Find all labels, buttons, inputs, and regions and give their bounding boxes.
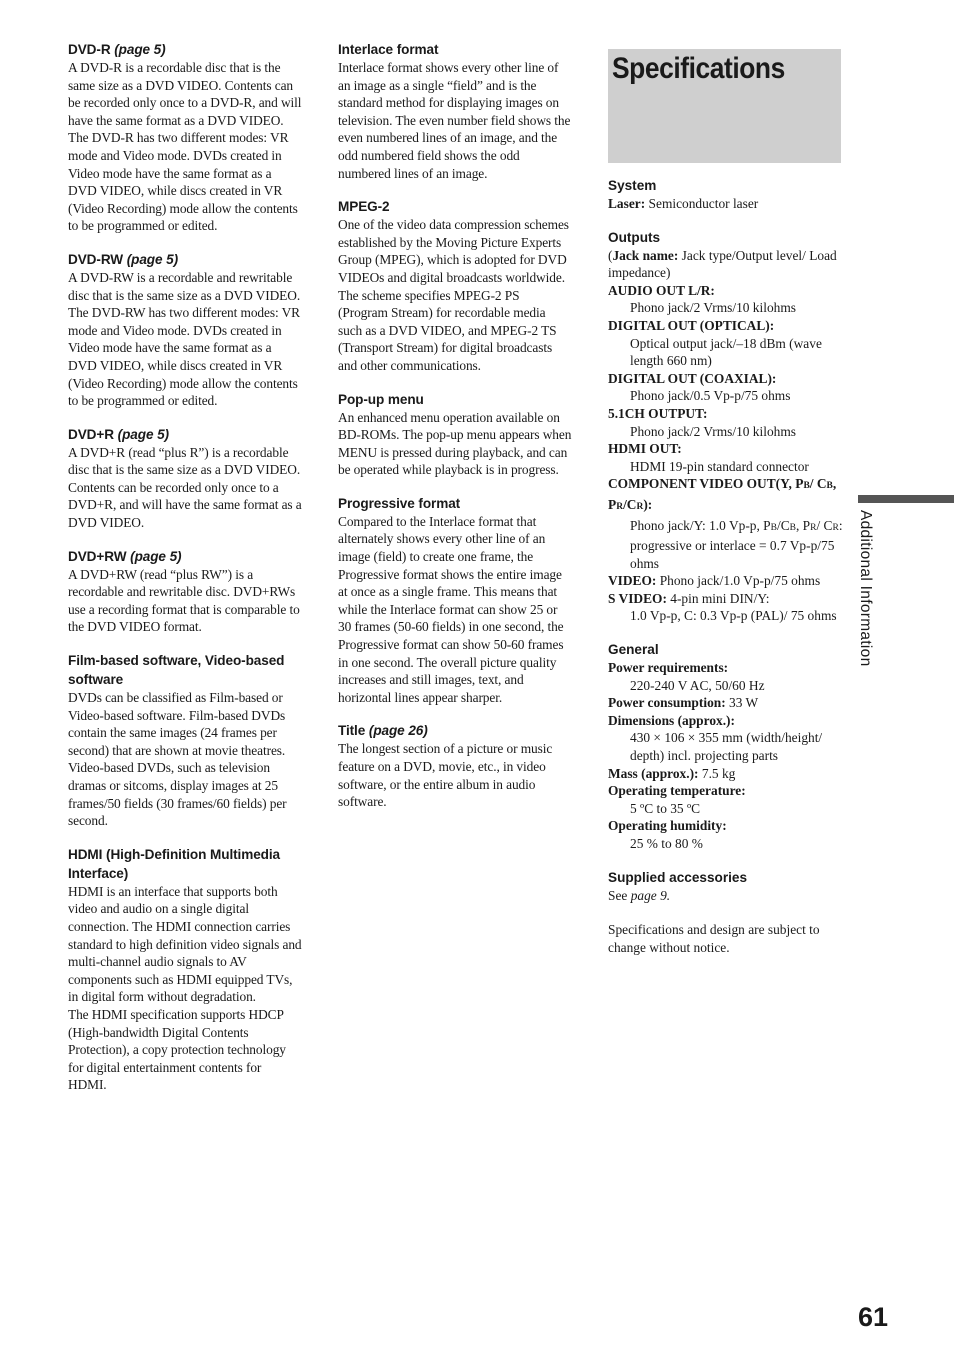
audio-out-spec xyxy=(608,282,844,317)
general-section xyxy=(608,640,844,853)
system-section xyxy=(608,176,844,213)
outputs-heading: Outputs xyxy=(608,229,661,245)
digital-optical-value: Optical output jack/–18 dBm (wave length 660 nm) xyxy=(630,335,822,369)
glossary-term-text: Film-based software, Video-based software xyxy=(68,653,285,688)
page-title: Specifications xyxy=(612,52,785,85)
glossary-entry xyxy=(68,250,302,410)
specifications-notice: Specifications and design are subject to change without notice. xyxy=(608,922,820,955)
digital-optical-label: DIGITAL OUT (OPTICAL): xyxy=(608,317,775,333)
digital-optical-spec xyxy=(608,317,844,370)
cv-value-g: / C xyxy=(816,517,833,533)
cv-label-a: COMPONENT VIDEO OUT(Y, P xyxy=(608,476,804,492)
glossary-page-link[interactable]: (page 5) xyxy=(117,426,169,442)
cv-value-b: B xyxy=(770,522,777,533)
legend-jack-name: Jack name: xyxy=(612,247,679,263)
video-value: Phono jack/1.0 Vp-p/75 ohms xyxy=(659,573,821,589)
glossary-term xyxy=(68,40,302,59)
glossary-term xyxy=(338,494,572,513)
accessories-section xyxy=(608,868,844,905)
cv-value-h: R xyxy=(832,522,839,533)
glossary-entry xyxy=(338,197,572,374)
component-video-spec xyxy=(608,475,844,572)
glossary-definition: A DVD-R is a recordable disc that is the same size as a DVD VIDEO. Contents can be recorded only once to a DVD-R, and will have the same format as a DVD VIDEO. The DVD-R has two different modes: VR mode and Video mode. DVDs created in Video mode have the same format as a DVD VIDEO, while discs created in VR (Video Recording) mode allow the contents to be programmed or edited. xyxy=(68,60,302,234)
glossary-term xyxy=(68,845,302,883)
audio-out-label: AUDIO OUT L/R: xyxy=(608,282,715,298)
cv-label-g: /C xyxy=(623,496,637,512)
audio-out-value: Phono jack/2 Vrms/10 kilohms xyxy=(630,300,796,316)
operating-humidity-label: Operating humidity: xyxy=(608,818,727,834)
section-tab-bar xyxy=(858,495,954,503)
cv-label-h: R xyxy=(636,501,644,512)
glossary-column-2 xyxy=(338,40,572,826)
glossary-page-link[interactable]: (page 26) xyxy=(368,723,428,739)
glossary-entry xyxy=(338,40,572,182)
digital-coaxial-label: DIGITAL OUT (COAXIAL): xyxy=(608,370,777,386)
glossary-term xyxy=(338,197,572,216)
outputs-legend xyxy=(608,247,844,282)
glossary-term-text: DVD+R xyxy=(68,426,114,442)
hdmi-out-value: HDMI 19-pin standard connector xyxy=(630,458,809,474)
glossary-entry xyxy=(338,721,572,810)
glossary-page-link[interactable]: (page 5) xyxy=(114,42,166,57)
glossary-term xyxy=(68,250,302,269)
glossary-definition: DVDs can be classified as Film-based or Video-based software. Film-based DVDs contain the same images (24 frames per second) that are shown at movie theatres. Video-based DVDs, such as television dramas or sitcoms, display images at 25 frames/50 fields (30 frames/60 fields) per second. xyxy=(68,690,287,829)
glossary-term xyxy=(68,651,302,689)
s-video-label: S VIDEO: xyxy=(608,590,667,606)
glossary-term xyxy=(338,721,572,740)
specifications-banner xyxy=(608,49,841,163)
glossary-term xyxy=(338,390,572,409)
cv-value-d: B xyxy=(789,522,796,533)
s-video-value-a: 4-pin mini DIN/Y: xyxy=(670,590,770,606)
video-label: VIDEO: xyxy=(608,573,657,589)
glossary-term-text: Interlace format xyxy=(338,42,439,57)
legend-rest: Jack type/Output level/ Load impedance) xyxy=(608,247,837,281)
cv-value-i: : progressive or interlace = 0.7 Vp-p/75 ohms xyxy=(630,517,843,571)
operating-temperature-spec xyxy=(608,782,844,817)
dimensions-spec xyxy=(608,712,844,765)
glossary-term-text: DVD-R xyxy=(68,42,111,57)
digital-coaxial-value: Phono jack/0.5 Vp-p/75 ohms xyxy=(630,388,791,404)
glossary-page-link[interactable]: (page 5) xyxy=(130,548,182,564)
operating-temperature-label: Operating temperature: xyxy=(608,783,746,799)
accessories-reference xyxy=(608,887,844,905)
hdmi-out-spec xyxy=(608,440,844,475)
glossary-term-text: MPEG-2 xyxy=(338,199,390,215)
accessories-page-link[interactable]: page 9. xyxy=(630,887,671,903)
glossary-term-text: Progressive format xyxy=(338,495,461,511)
legend-paren: ( xyxy=(608,247,613,263)
glossary-definition: An enhanced menu operation available on BD-ROMs. The pop-up menu appears when MENU is pressed during playback, and can be operated while playback is in progress. xyxy=(338,409,572,478)
cv-label-d: B xyxy=(826,481,833,492)
ch51-output-value: Phono jack/2 Vrms/10 kilohms xyxy=(630,423,796,439)
glossary-column-1 xyxy=(68,40,302,1109)
glossary-term xyxy=(68,547,302,566)
ch51-output-spec xyxy=(608,405,844,440)
glossary-entry xyxy=(68,547,302,636)
dimensions-label: Dimensions (approx.): xyxy=(608,712,735,728)
outputs-section xyxy=(608,228,844,625)
glossary-definition: A DVD-RW is a recordable and rewritable disc that is the same size as a DVD VIDEO. The DVD-RW has two different modes: VR mode and Video mode. DVDs created in Video mode have the same format as a DVD VIDEO, while discs created in VR (Video Recording) mode allow the contents to be programmed or edited. xyxy=(68,269,301,409)
operating-humidity-value: 25 % to 80 % xyxy=(630,836,703,851)
cv-label-c: / C xyxy=(809,476,827,492)
power-consumption-label: Power consumption: xyxy=(608,695,726,711)
glossary-definition: Interlace format shows every other line of an image as a single “field” and is the standard method for displaying images on television. The even number field shows the even numbered lines of an image, and the odd numbered field shows the odd numbered lines of an image. xyxy=(338,60,571,181)
section-tab-text: Additional Information xyxy=(857,510,874,667)
operating-temperature-value: 5 ºC to 35 ºC xyxy=(630,800,701,816)
power-requirements-spec xyxy=(608,659,844,694)
glossary-definition: HDMI is an interface that supports both video and audio on a single digital connection. The HDMI connection carries standard to high definition video signals and multi-channel audio signals to AV components such as HDMI equipped TVs, in digital form without degradation. xyxy=(68,883,302,1005)
glossary-term-text: DVD-RW xyxy=(68,251,124,267)
ch51-output-label: 5.1CH OUTPUT: xyxy=(608,405,708,421)
glossary-definition: A DVD+R (read “plus R”) is a recordable disc that is the same size as a DVD VIDEO. Contents can be recorded only once to a DVD+R, and will have the same format as a DVD VIDEO. xyxy=(68,444,302,531)
dimensions-value: 430 × 106 × 355 mm (width/height/ depth) incl. projecting parts xyxy=(630,730,823,764)
power-requirements-label: Power requirements: xyxy=(608,660,729,676)
cv-value-a: Phono jack/Y: 1.0 Vp-p, P xyxy=(630,517,771,533)
glossary-entry xyxy=(68,40,302,235)
glossary-entry xyxy=(338,390,572,479)
glossary-entry xyxy=(338,494,572,707)
mass-label: Mass (approx.): xyxy=(608,765,699,781)
glossary-term xyxy=(68,425,302,444)
specifications-column xyxy=(608,176,844,956)
video-spec xyxy=(608,572,844,590)
cv-label-e: , P xyxy=(608,476,837,512)
cv-label-i: ): xyxy=(643,496,653,512)
glossary-definition: The HDMI specification supports HDCP (High-bandwidth Digital Contents Protection), a copy protection technology for digital entertainment contents for HDMI. xyxy=(68,1006,286,1093)
glossary-term-text: Pop-up menu xyxy=(338,391,424,407)
glossary-term-text: HDMI (High-Definition Multimedia Interface) xyxy=(68,846,281,881)
hdmi-out-label: HDMI OUT: xyxy=(608,441,682,457)
power-consumption-value: 33 W xyxy=(729,695,759,711)
accessories-heading: Supplied accessories xyxy=(608,869,748,885)
glossary-term xyxy=(338,40,572,59)
accessories-see: See xyxy=(608,887,628,903)
digital-coaxial-spec xyxy=(608,370,844,405)
glossary-definition: The longest section of a picture or music feature on a DVD, movie, etc., in video software, or the entire album in audio software. xyxy=(338,741,553,810)
glossary-definition: One of the video data compression schemes established by the Moving Picture Experts Group (MPEG), which is adopted for DVD VIDEOs and digital broadcasts worldwide. The scheme specifies MPEG-2 PS (Program Stream) for recordable media such as a DVD VIDEO, and MPEG-2 TS (Transport Stream) for digital broadcasts and other communications. xyxy=(338,217,569,373)
cv-value-f: R xyxy=(810,522,817,533)
cv-value-c: /C xyxy=(776,517,790,533)
glossary-definition: A DVD+RW (read “plus RW”) is a recordable and rewritable disc. DVD+RWs use a recording format that is comparable to the DVD VIDEO format. xyxy=(68,566,300,635)
laser-value: Semiconductor laser xyxy=(648,196,759,211)
mass-spec xyxy=(608,765,844,783)
power-consumption-spec xyxy=(608,694,844,712)
cv-label-f: R xyxy=(616,501,624,512)
glossary-term-text: Title xyxy=(338,723,366,739)
operating-humidity-spec xyxy=(608,817,844,852)
system-heading: System xyxy=(608,178,657,193)
power-requirements-value: 220-240 V AC, 50/60 Hz xyxy=(630,677,765,693)
component-video-value xyxy=(608,517,844,573)
s-video-value-b: 1.0 Vp-p, C: 0.3 Vp-p (PAL)/ 75 ohms xyxy=(630,608,837,624)
glossary-entry xyxy=(68,845,302,1094)
laser-label: Laser: xyxy=(608,196,646,211)
glossary-definition: Compared to the Interlace format that alternately shows every other line of an image (field) to create one frame, the Progressive format shows the entire image at once as a single frame. This means that while the Interlace format can show 25 or 30 frames (50-60 fields) in one second, the Progressive format can show 50-60 frames in one second. The overall picture quality increases and still images, text, and horizontal lines appear sharper. xyxy=(338,513,564,705)
glossary-entry xyxy=(68,651,302,830)
s-video-spec xyxy=(608,590,844,625)
component-video-label xyxy=(608,476,836,512)
page-number: 61 xyxy=(857,1302,888,1332)
laser-spec xyxy=(608,195,844,213)
mass-value: 7.5 kg xyxy=(701,765,736,781)
glossary-entry xyxy=(68,425,302,532)
glossary-page-link[interactable]: (page 5) xyxy=(126,251,179,267)
general-heading: General xyxy=(608,642,659,658)
cv-label-b: B xyxy=(803,481,810,492)
cv-value-e: , P xyxy=(795,517,811,533)
section-tab-label xyxy=(856,510,878,690)
glossary-term-text: DVD+RW xyxy=(68,548,127,564)
